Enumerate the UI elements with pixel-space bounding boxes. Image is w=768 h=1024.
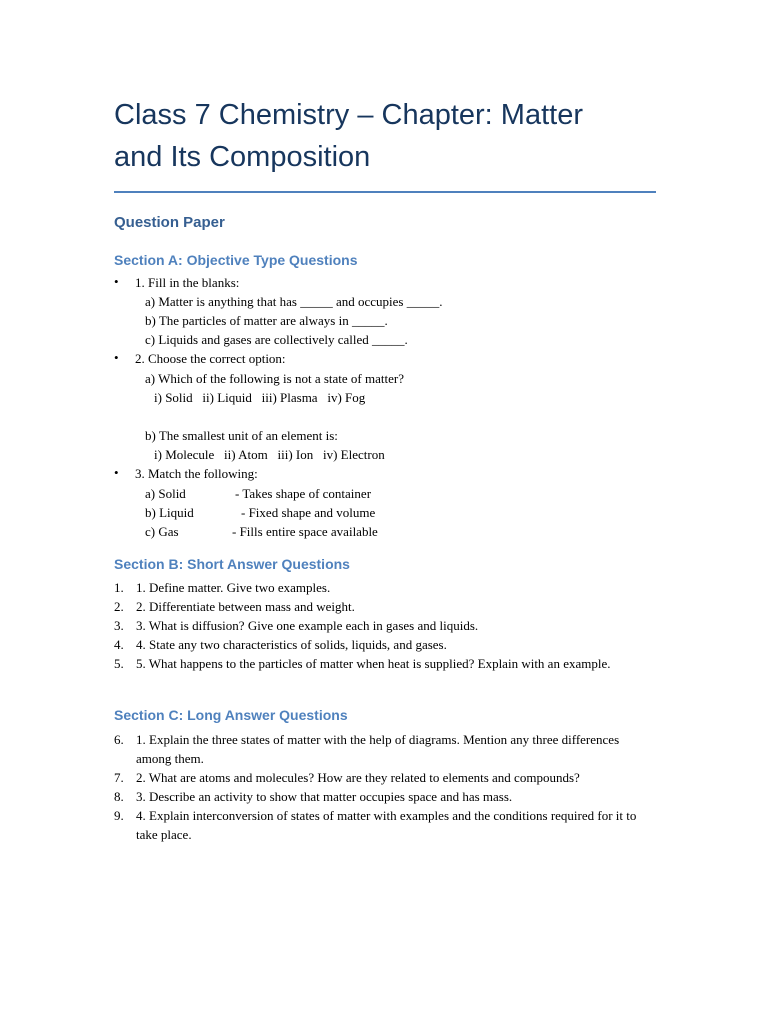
list-item: 3. What is diffusion? Give one example each in gases and liquids. — [136, 618, 479, 633]
list-item: 2. What are atoms and molecules? How are they related to elements and compounds? — [136, 770, 580, 785]
list-item-number: 5. — [114, 656, 124, 671]
bullet-q2: • — [114, 350, 119, 365]
list-item-number: 7. — [114, 770, 124, 785]
section-b-heading: Section B: Short Answer Questions — [114, 556, 350, 572]
q3-a-right: - Takes shape of container — [235, 486, 372, 501]
section-c-heading: Section C: Long Answer Questions — [114, 707, 348, 723]
list-item-number: 1. — [114, 580, 124, 595]
q3-c-left: c) Gas — [145, 524, 179, 539]
q1-item-a: a) Matter is anything that has _____ and occupies _____. — [145, 294, 443, 309]
list-item: 4. State any two characteristics of solids, liquids, and gases. — [136, 637, 447, 652]
q1-label: 1. Fill in the blanks: — [135, 275, 240, 290]
document-title-line1: Class 7 Chemistry – Chapter: Matter — [114, 99, 583, 131]
document-title-line2: and Its Composition — [114, 141, 371, 173]
list-item: 2. Differentiate between mass and weight. — [136, 599, 355, 614]
list-item: 3. Describe an activity to show that matter occupies space and has mass. — [136, 789, 513, 804]
section-a-heading: Section A: Objective Type Questions — [114, 252, 358, 268]
q3-b-left: b) Liquid — [145, 505, 194, 520]
q2-item-b-options: i) Molecule ii) Atom iii) Ion iv) Electron — [154, 447, 385, 462]
list-item: 1. Explain the three states of matter with the help of diagrams. Mention any three differences among them. — [136, 732, 620, 766]
list-item-number: 9. — [114, 808, 124, 823]
list-item-number: 6. — [114, 732, 124, 747]
q2-item-b: b) The smallest unit of an element is: — [145, 428, 338, 443]
list-item-number: 3. — [114, 618, 124, 633]
question-paper-heading: Question Paper — [114, 214, 225, 231]
list-item-number: 4. — [114, 637, 124, 652]
bullet-q3: • — [114, 465, 119, 480]
bullet-q1: • — [114, 274, 119, 289]
q3-label: 3. Match the following: — [135, 466, 258, 481]
list-item-number: 8. — [114, 789, 124, 804]
list-item-number: 2. — [114, 599, 124, 614]
list-item: 5. What happens to the particles of matter when heat is supplied? Explain with an example. — [136, 656, 611, 671]
list-item: 1. Define matter. Give two examples. — [136, 580, 331, 595]
q3-c-right: - Fills entire space available — [232, 524, 378, 539]
q2-item-a-options: i) Solid ii) Liquid iii) Plasma iv) Fog — [154, 390, 366, 405]
q3-a-left: a) Solid — [145, 486, 186, 501]
document-page — [114, 94, 656, 842]
q3-b-right: - Fixed shape and volume — [241, 505, 376, 520]
q1-item-b: b) The particles of matter are always in _____. — [145, 313, 388, 328]
q2-label: 2. Choose the correct option: — [135, 351, 286, 366]
q1-item-c: c) Liquids and gases are collectively called _____. — [145, 332, 408, 347]
q2-item-a: a) Which of the following is not a state of matter? — [145, 371, 404, 386]
title-underline — [114, 191, 656, 193]
list-item: 4. Explain interconversion of states of matter with examples and the conditions required for it to take place. — [136, 808, 637, 842]
document-title — [114, 94, 656, 178]
